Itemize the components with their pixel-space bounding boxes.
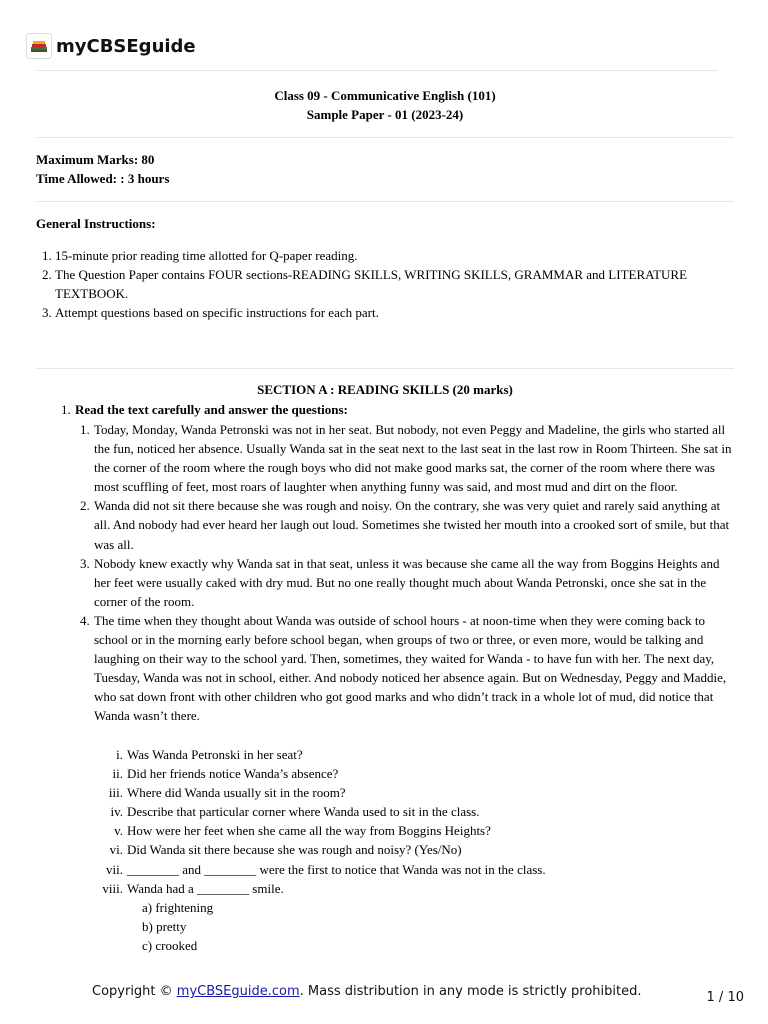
- sub-question-number: vii.: [106, 862, 123, 877]
- book-stack-icon[interactable]: [26, 33, 52, 59]
- instructions-list: [36, 246, 745, 322]
- sub-question-text: Describe that particular corner where Wanda used to sit in the class.: [127, 804, 480, 819]
- paper-sample-title: Sample Paper - 01 (2023-24): [306, 107, 464, 122]
- sub-question-number: iii.: [108, 785, 123, 800]
- question-1-number: 1.: [61, 402, 71, 417]
- site-header: [26, 30, 196, 62]
- sub-question-text: ________ and ________ were the first to notice that Wanda was not in the class.: [127, 862, 546, 877]
- answer-option: a) frightening: [142, 900, 214, 915]
- copyright-prefix: Copyright ©: [92, 984, 177, 999]
- brand-logo-text[interactable]: myCBSEguide: [56, 35, 196, 57]
- sub-question: [96, 879, 284, 898]
- answer-option: b) pretty: [142, 919, 187, 934]
- paragraph-text: Wanda did not sit there because she was rough and noisy. On the contrary, she was very quiet and rarely said anything at all. And nobody had ever heard her laugh out loud. Sometimes she twisted her mouth into a crooked sort of smile, but that was all.: [94, 498, 730, 552]
- paper-title: [36, 86, 734, 124]
- divider: [36, 368, 734, 369]
- sub-question-text: Did her friends notice Wanda’s absence?: [127, 766, 339, 781]
- copyright-suffix: . Mass distribution in any mode is strictly prohibited.: [299, 984, 642, 999]
- instruction-item: 2. The Question Paper contains FOUR sections-READING SKILLS, WRITING SKILLS, GRAMMAR and LITERATURE TEXTBOOK.: [55, 265, 745, 303]
- passage-paragraph: [80, 611, 732, 726]
- paragraph-number: 2.: [80, 498, 90, 514]
- copyright-footer: [92, 984, 641, 999]
- sub-question-number: iv.: [110, 804, 123, 819]
- sub-question-number: viii.: [102, 881, 123, 896]
- sub-question: [96, 821, 491, 840]
- sub-question: [96, 802, 479, 821]
- sub-question-number: vi.: [109, 842, 123, 857]
- sub-question-number: v.: [114, 823, 123, 838]
- instruction-item: 3. Attempt questions based on specific instructions for each part.: [55, 303, 745, 322]
- instructions-heading: General Instructions:: [36, 216, 156, 231]
- sub-question-text: Was Wanda Petronski in her seat?: [127, 747, 303, 762]
- paragraph-text: Today, Monday, Wanda Petronski was not in her seat. But nobody, not even Peggy and Madeline, the girls who started all the fun, noticed her absence. Usually Wanda sat in the seat next to the last seat in the last row in Room Thirteen. She sat in the corner of the room where the rough boys who did not make good marks sat, the corner of the room where there was most scuffling of feet, most roars of laughter when anything funny was said, and most mud and dirt on the floor.: [94, 422, 732, 495]
- passage-paragraph: [80, 420, 732, 496]
- sub-question: [96, 764, 338, 783]
- instruction-item: 1. 15-minute prior reading time allotted for Q-paper reading.: [55, 246, 745, 265]
- passage-paragraph: [80, 496, 732, 553]
- time-allowed: Time Allowed: : 3 hours: [36, 171, 170, 186]
- paper-class-title: Class 09 - Communicative English (101): [274, 88, 496, 103]
- sub-question-text: How were her feet when she came all the way from Boggins Heights?: [127, 823, 491, 838]
- sub-question-text: Where did Wanda usually sit in the room?: [127, 785, 346, 800]
- sub-question: [96, 745, 303, 764]
- paragraph-text: The time when they thought about Wanda was outside of school hours - at noon-time when they were coming back to school or in the morning early before school began, when groups of two or three, or even more, would be talking and laughing on their way to the school yard. Then, sometimes, they waited for Wanda - to have fun with her. The next day, Tuesday, Wanda was not in school, either. And nobody noticed her absence again. But on Wednesday, Peggy and Maddie, who sat down front with other children who got good marks and who didn’t track in a whole lot of mud, did notice that Wanda wasn’t there.: [94, 612, 727, 724]
- sub-question: [96, 783, 346, 802]
- sub-question-text: Wanda had a ________ smile.: [127, 881, 284, 896]
- sub-question: [96, 840, 462, 859]
- sub-question-number: i.: [116, 747, 123, 762]
- paragraph-number: 3.: [80, 555, 90, 571]
- answer-option: c) crooked: [142, 938, 198, 953]
- maximum-marks: Maximum Marks: 80: [36, 152, 155, 167]
- divider: [36, 137, 734, 138]
- sub-question-number: ii.: [112, 766, 123, 781]
- passage: [80, 420, 732, 726]
- question-1-prompt: Read the text carefully and answer the questions:: [75, 402, 348, 417]
- paragraph-number: 4.: [80, 612, 90, 628]
- site-link[interactable]: myCBSEguide.com: [176, 984, 300, 999]
- section-a-heading: SECTION A : READING SKILLS (20 marks): [257, 382, 513, 397]
- sub-question-text: Did Wanda sit there because she was rough and noisy? (Yes/No): [127, 842, 462, 857]
- sub-question: [96, 860, 546, 879]
- page-number: 1 / 10: [706, 990, 744, 1005]
- header-divider: [36, 70, 718, 71]
- passage-paragraph: [80, 554, 732, 611]
- paragraph-text: Nobody knew exactly why Wanda sat in that seat, unless it was because she came all the way from Boggins Heights and her feet were usually caked with dry mud. But no one really thought much about Wanda Petronski, once she sat in the corner of the room.: [94, 555, 720, 609]
- paragraph-number: 1.: [80, 422, 90, 437]
- paper-meta: [36, 150, 169, 188]
- divider: [36, 201, 734, 202]
